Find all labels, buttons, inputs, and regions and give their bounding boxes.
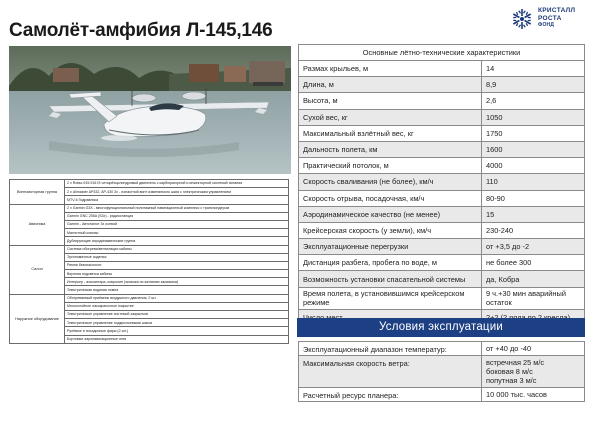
spec-label: Аэродинамическое качество (не менее) (299, 206, 482, 222)
spec-row (299, 125, 585, 141)
spec-value: 230-240 (482, 222, 585, 238)
condition-value-line: от +40 до -40 (486, 344, 532, 353)
equipment-item: Обогреваемый приёмник воздушного давления, 2 шт. (65, 294, 289, 302)
spec-row (299, 255, 585, 271)
spec-label: Дальность полета, км (299, 141, 482, 157)
spec-row (299, 190, 585, 206)
equipment-item: Garmin - Автопилот 3х осевой (65, 220, 289, 228)
equipment-row (10, 294, 289, 302)
condition-value (482, 356, 585, 388)
spec-label: Скорость сваливания (не более), км/ч (299, 174, 482, 190)
page-title: Самолёт-амфибия Л-145,146 (9, 20, 273, 41)
equipment-row (10, 180, 289, 188)
spec-label: Сухой вес, кг (299, 109, 482, 125)
condition-row (299, 388, 585, 402)
equipment-table (9, 179, 289, 344)
brand-logo (511, 6, 593, 34)
condition-value-line: встречная 25 м/с (486, 358, 545, 367)
equipment-item: Электрическое управление подкрыльевыми шасси (65, 319, 289, 327)
condition-value-line: боковая 8 м/с (486, 367, 533, 376)
equipment-item: 2 х Garmin G3X - многофункциональный пилотажный навигационный комплекс с транспондером (65, 204, 289, 212)
spec-row (299, 271, 585, 287)
equipment-item: Бортовые аэронавигационные огни (65, 335, 289, 343)
equipment-item: 2 х Alimaster AP332, AP-430 3х - лопастной винт изменяемого шага с электрическим управлением (65, 188, 289, 196)
spec-label: Время полета, в установившимся крейсерском режиме (299, 287, 482, 309)
equipment-item: МТV-6 Гидравлика (65, 196, 289, 204)
equipment-item: Эргономичные сиденья (65, 253, 289, 261)
spec-value: 14 (482, 61, 585, 77)
spec-label: Практический потолок, м (299, 158, 482, 174)
spec-row (299, 141, 585, 157)
condition-row (299, 342, 585, 356)
conditions-banner: Условия эксплуатации (297, 318, 585, 337)
spec-label: Крейсерская скорость (у земли), км/ч (299, 222, 482, 238)
spec-value: 1600 (482, 141, 585, 157)
equipment-item: Система обогрева/вентиляции кабины (65, 245, 289, 253)
equipment-item: Верхняя подсветка кабины (65, 270, 289, 278)
spec-row (299, 287, 585, 309)
spec-value: 80-90 (482, 190, 585, 206)
condition-value-line: 10 000 тыс. часов (486, 390, 547, 399)
equipment-item: Ремни безопасности (65, 261, 289, 269)
equipment-item: Интерьер - алькантара, ковролин (экокожа по желанию заказчика) (65, 278, 289, 286)
conditions-table (298, 341, 585, 402)
spec-row (299, 174, 585, 190)
condition-label: Расчетный ресурс планера: (299, 388, 482, 402)
spec-row (299, 93, 585, 109)
spec-label: Дистанция разбега, пробега по воде, м (299, 255, 482, 271)
equipment-item: Многослойное лакокрасочное покрытие (65, 302, 289, 310)
spec-row (299, 239, 585, 255)
specs-header: Основные лётно-технические характеристики (299, 45, 585, 61)
logo-line-2: РОСТА (538, 14, 562, 22)
spec-value: 1750 (482, 125, 585, 141)
condition-value (482, 388, 585, 402)
spec-label: Максимальный взлётный вес, кг (299, 125, 482, 141)
spec-value: 15 (482, 206, 585, 222)
spec-row (299, 158, 585, 174)
spec-value: от +3,5 до -2 (482, 239, 585, 255)
spec-label: Скорость отрыва, посадочная, км/ч (299, 190, 482, 206)
condition-label: Максимальная скорость ветра: (299, 356, 482, 388)
equipment-row (10, 204, 289, 212)
equipment-group-label: Авионика (10, 204, 65, 245)
spec-value: 4000 (482, 158, 585, 174)
logo-line-1: КРИСТАЛЛ (538, 7, 576, 14)
specs-table (298, 44, 585, 326)
equipment-item: Магнитный компас (65, 229, 289, 237)
spec-row (299, 61, 585, 77)
equipment-group-label: Винтомоторная группа (10, 180, 65, 205)
equipment-item: 2 х Rotax-915.916 iS четырёхцилиндровый двигатель с карбюраторной и инжекторной системой питания (65, 180, 289, 188)
equipment-item: Дублирующие аэродинамические группа (65, 237, 289, 245)
condition-label: Эксплуатационный диапазон температур: (299, 342, 482, 356)
spec-value: да, Кобра (482, 271, 585, 287)
spec-row (299, 222, 585, 238)
equipment-group-label: Салон (10, 245, 65, 294)
spec-row (299, 206, 585, 222)
spec-value: 2,6 (482, 93, 585, 109)
spec-value: не более 300 (482, 255, 585, 271)
spec-label: Размах крыльев, м (299, 61, 482, 77)
spec-label: Эксплуатационные перегрузки (299, 239, 482, 255)
spec-value: 8,9 (482, 77, 585, 93)
snowflake-logo-icon (511, 8, 533, 30)
spec-label: Длина, м (299, 77, 482, 93)
equipment-row (10, 245, 289, 253)
equipment-item: Электрическая водяная помпа (65, 286, 289, 294)
spec-row (299, 109, 585, 125)
spec-label: Высота, м (299, 93, 482, 109)
condition-row (299, 356, 585, 388)
logo-line-3: ФОНД (538, 22, 555, 28)
condition-value (482, 342, 585, 356)
equipment-item: Garmin GNC 255A (S3x) - радиостанция (65, 212, 289, 220)
spec-row (299, 77, 585, 93)
condition-value-line: попутная 3 м/с (486, 376, 537, 385)
spec-value: 1050 (482, 109, 585, 125)
equipment-item: Электрическое управление системой закрылков (65, 311, 289, 319)
equipment-group-label: Наружное оборудование (10, 294, 65, 343)
equipment-item: Рулёвые и посадочные фары (2 шт.) (65, 327, 289, 335)
spec-label: Возможность установки спасательной системы (299, 271, 482, 287)
amphibian-aircraft-photo (9, 46, 291, 174)
spec-value: 110 (482, 174, 585, 190)
spec-value: 9 ч.+30 мин аварийный остаток (482, 287, 585, 309)
